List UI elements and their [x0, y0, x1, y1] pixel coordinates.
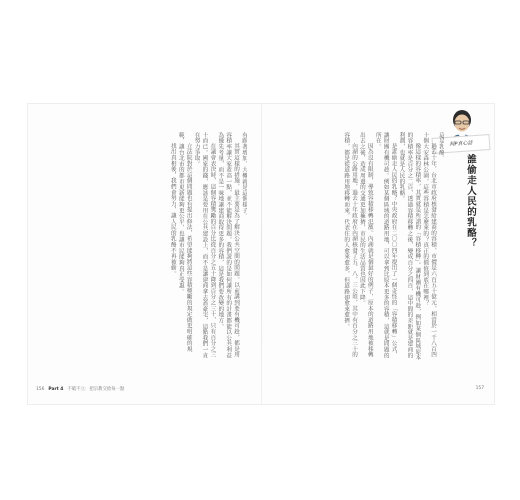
left-paragraph-4: 立法院對於這個問題也有提出修法，希望能夠將這些容積獎勵的規定做更明確的規範，讓台北市的都市更新能夠更公平，也讓市民能夠真正受惠。 [177, 132, 192, 352]
right-page-body [284, 132, 444, 362]
portrait-caption: 柯P真心話 [432, 134, 491, 154]
chapter-title: 誰偷走人民的乳酪？ [465, 154, 476, 249]
left-paragraph-5: 找出真相後，我們會努力，讓人民的乳酪不再被偷。 [169, 143, 176, 277]
left-footer [36, 386, 124, 392]
right-paragraph-2: 過去十年，台北市政府核發給建商的容積，市價是六百五十億元，相當於一千八百四十個大安森林公園，這些容積是怎麼來的？真正的價值到底在哪裡？ [422, 132, 437, 358]
section-title: 不破不立：把宗教交給每一點 [67, 387, 125, 392]
right-footer [476, 386, 484, 391]
right-paragraph-6: 內湖的公路用地，過去十年政府在內湖核發了五、八、三公頃，其中有百分之三十的容積，都是從道路用地移轉而來，代表住的人愈來愈多，但道路卻愈來愈擠。 [343, 132, 358, 358]
left-page-body [49, 132, 247, 362]
right-paragraph-1: 這是乳酪。 [438, 132, 444, 161]
right-page [262, 104, 494, 404]
left-paragraph-2: 其實這樣的措施，最主要是為了解決公共空間的問題。以前講到要有機可趁，都是用容積率讓大家蓋高一點，並不能解決問題，我們說的是如何讓所有的計畫都能以公共利益為優先考量，而不是一味地讓建商取得更多的容積，這是我們要改變的地方。 [217, 132, 240, 359]
right-page-number: 157 [475, 386, 484, 391]
left-page [28, 104, 261, 404]
right-paragraph-3: 像這樣的容積率，其實就是所謂的「容積移轉」。讓財團有機可趁，例如某個區域原本的容積率是百分之二百，透過容積移轉之後，變成百分之四百，這中間的差距就是建商的利潤，也就是人民的乳酪。 [398, 132, 421, 361]
right-paragraph-4: 是誰偷走人民的乳酪？中央政府在二〇〇四年提出了一個奇怪的「容積移轉」公式，讓財團有機可趁。例如某個區域的道路用地，可以拿到比原本更多的容積，這就是問題的所在。 [374, 132, 397, 359]
right-paragraph-5: 因為沒有限制，導致容積移轉氾濫。內湖就是個最好的例子，原本的道路用地被移轉出去之後，造成周邊的交通更加擁擠，市民的生活品質也因此下降。 [358, 132, 373, 358]
left-paragraph-1: 有跟著增加，大概就是這個樣子。 [241, 132, 247, 219]
left-paragraph-3: 在議會表決時，這個容積獎勵的百分比從百分之五十降到百分之三十，只有百分之三十而已。國家的錢，應該是要用在公共建設上，而不是讓建商拿去蓋豪宅，這點我們一直在努力爭取。 [193, 132, 216, 359]
part-label: Part 4 [48, 386, 64, 392]
left-page-number: 156 [36, 386, 45, 392]
